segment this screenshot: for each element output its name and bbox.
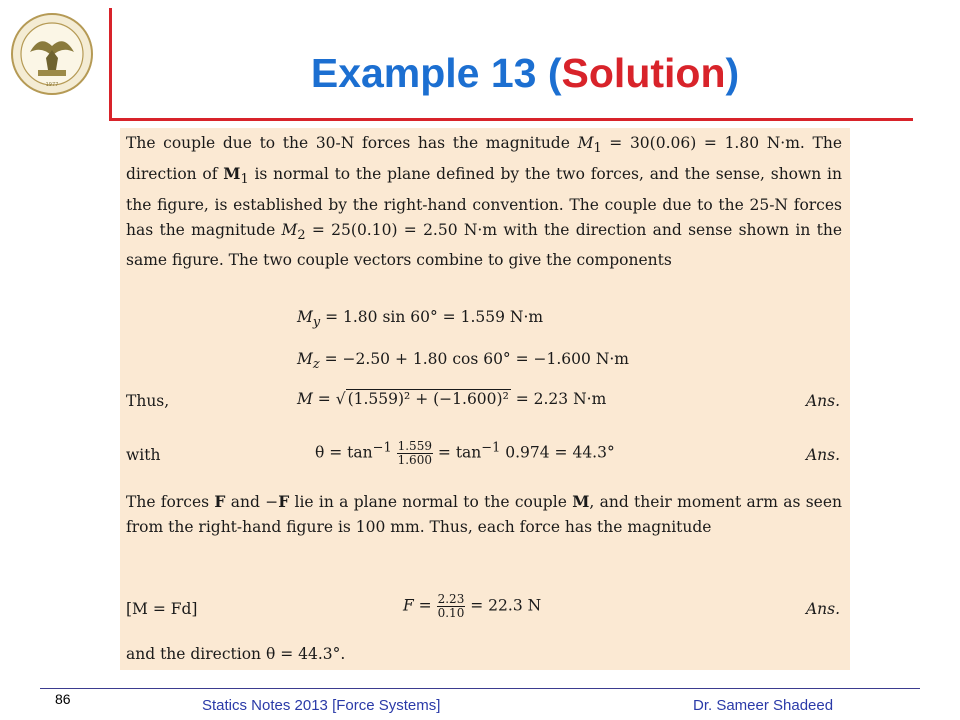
with-label: with [126,446,161,464]
header-vertical-rule [109,8,112,120]
title-highlight: Solution [561,50,726,96]
university-seal-logo [10,12,94,96]
equation-m-resultant: M = √ (1.559)² + (−1.600)² = 2.23 N·m [297,390,607,408]
header-horizontal-rule [109,118,913,121]
thus-label: Thus, [126,392,170,410]
equation-mz: $M_z = -2.50 + 1.80$ cos 60° = −1.600 N·m [297,350,630,373]
page-number: 86 [55,691,71,707]
svg-text:1977: 1977 [45,82,59,88]
equation-theta: $\theta = \tan^{-1}$ $\frac{1.559}{1.600}$ = $\tan^{-1} 0.974 = 44.3^\circ$ [315,439,615,467]
footer-course-title: Statics Notes 2013 [Force Systems] [202,697,441,714]
equation-my: $M_y = 1.80$ sin 60° = 1.559 N·m [297,308,544,331]
ans-label-2: Ans. [805,446,840,464]
ans-label-1: Ans. [805,392,840,410]
mfd-label: [M = Fd] [126,600,198,618]
solution-paragraph-2: The forces F and −F lie in a plane normal to the couple M, and their moment arm as seen from the right-hand figure is 100 mm. Thus, each force has the magnitude [126,492,842,537]
ans-label-3: Ans. [805,600,840,618]
final-direction-line: and the direction θ = 44.3°. [126,645,346,663]
footer-rule [40,688,920,689]
slide-title: Example 13 (Solution) [310,50,740,96]
solution-textbook-excerpt [120,128,850,670]
equation-force: F = $\frac{2.23}{0.10}$ = 22.3 N [403,592,542,620]
solution-paragraph-1: The couple due to the 30-N forces has the magnitude $M_1 = 30(0.06) = 1.80$ N·m. The direction of $M_1$ is normal to the plane defined by the two forces, and the sense, shown in the figure, is established by the right-hand convention. The couple due to the 25-N forces has the magnitude $M_2 = 25(0.10) = 2.50$ N·m with the direction and sense shown in the same figure. The two couple vectors combine to give the components [126,134,843,270]
footer-author: Dr. Sameer Shadeed [693,697,834,714]
